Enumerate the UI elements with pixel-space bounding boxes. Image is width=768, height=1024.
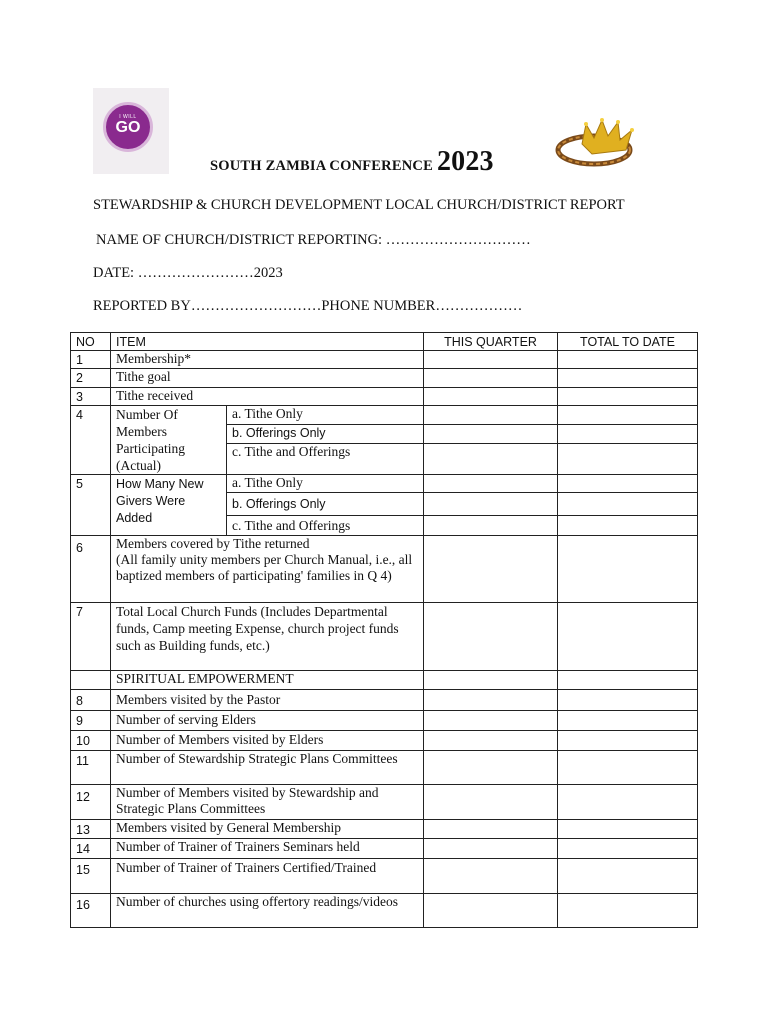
row-item-note: (All family unity members per Church Manual, i.e., all baptized members of participating' families in Q 4)	[116, 552, 413, 583]
row-item: Number of churches using offertory readings/videos	[111, 894, 424, 928]
church-name-field: NAME OF CHURCH/DISTRICT REPORTING: …………………………	[96, 232, 531, 248]
total-cell[interactable]	[558, 731, 698, 751]
row-item: Total Local Church Funds (Includes Departmental funds, Camp meeting Expense, church project funds such as Building funds, etc.)	[111, 603, 424, 671]
this-quarter-cell[interactable]	[424, 369, 558, 388]
row-item: Number of Trainer of Trainers Certified/Trained	[111, 859, 424, 894]
row-item-title: Members covered by Tithe returned	[116, 536, 310, 551]
row-number: 12	[71, 785, 111, 820]
sub-item: b. Offerings Only	[227, 425, 424, 443]
total-cell[interactable]	[558, 751, 698, 785]
conference-year: 2023	[436, 146, 494, 177]
table-row	[71, 351, 698, 369]
total-cell[interactable]	[558, 475, 698, 493]
this-quarter-cell[interactable]	[424, 536, 558, 603]
row-item: Members visited by General Membership	[111, 820, 424, 839]
row-item: Tithe goal	[111, 369, 424, 388]
table-row	[71, 711, 698, 731]
this-quarter-cell[interactable]	[424, 406, 558, 425]
row-number: 1	[71, 351, 111, 369]
row-number: 7	[71, 603, 111, 671]
conference-heading	[210, 146, 494, 178]
row-item	[111, 536, 424, 603]
table-row	[71, 894, 698, 928]
total-cell[interactable]	[558, 690, 698, 711]
table-row	[71, 751, 698, 785]
row-number	[71, 671, 111, 690]
section-row	[71, 671, 698, 690]
row-number: 13	[71, 820, 111, 839]
this-quarter-cell[interactable]	[424, 731, 558, 751]
this-quarter-cell[interactable]	[424, 475, 558, 493]
this-quarter-cell[interactable]	[424, 859, 558, 894]
report-table	[70, 332, 698, 928]
table-row	[71, 785, 698, 820]
this-quarter-cell[interactable]	[424, 603, 558, 671]
this-quarter-cell[interactable]	[424, 820, 558, 839]
total-cell[interactable]	[558, 443, 698, 474]
row-number: 3	[71, 388, 111, 406]
total-cell[interactable]	[558, 493, 698, 516]
total-cell[interactable]	[558, 369, 698, 388]
sub-item: a. Tithe Only	[227, 406, 424, 425]
total-cell[interactable]	[558, 711, 698, 731]
row-number: 9	[71, 711, 111, 731]
total-cell[interactable]	[558, 894, 698, 928]
table-row	[71, 369, 698, 388]
logo-big-text: GO	[115, 119, 141, 136]
this-quarter-cell[interactable]	[424, 388, 558, 406]
row-number: 14	[71, 839, 111, 859]
this-quarter-cell[interactable]	[424, 516, 558, 536]
this-quarter-cell[interactable]	[424, 425, 558, 443]
this-quarter-cell[interactable]	[424, 894, 558, 928]
row-item: Number of serving Elders	[111, 711, 424, 731]
total-cell[interactable]	[558, 603, 698, 671]
table-row	[71, 603, 698, 671]
table-row	[71, 839, 698, 859]
table-row	[71, 406, 698, 425]
row-number: 6	[71, 536, 111, 603]
total-cell[interactable]	[558, 425, 698, 443]
header-total-to-date: TOTAL TO DATE	[558, 333, 698, 351]
sub-item: a. Tithe Only	[227, 475, 424, 493]
logo-small-text: I WILL	[119, 114, 137, 120]
sub-item: b. Offerings Only	[227, 493, 424, 516]
this-quarter-cell[interactable]	[424, 751, 558, 785]
total-cell[interactable]	[558, 536, 698, 603]
total-cell[interactable]	[558, 516, 698, 536]
crown-of-thorns-icon	[552, 114, 642, 174]
table-row	[71, 731, 698, 751]
total-cell[interactable]	[558, 388, 698, 406]
table-header-row	[71, 333, 698, 351]
row-item: Number of Trainer of Trainers Seminars held	[111, 839, 424, 859]
total-cell[interactable]	[558, 839, 698, 859]
table-row	[71, 475, 698, 493]
row-item: Number Of Members Participating (Actual)	[111, 406, 227, 475]
total-cell[interactable]	[558, 406, 698, 425]
table-row	[71, 690, 698, 711]
table-row	[71, 820, 698, 839]
row-number: 5	[71, 475, 111, 536]
table-row	[71, 859, 698, 894]
header-this-quarter: THIS QUARTER	[424, 333, 558, 351]
row-item: Number of Members visited by Stewardship and Strategic Plans Committees	[111, 785, 424, 820]
conference-name: SOUTH ZAMBIA CONFERENCE	[210, 158, 433, 174]
row-item: How Many New Givers Were Added	[111, 475, 227, 536]
this-quarter-cell[interactable]	[424, 443, 558, 474]
sub-item: c. Tithe and Offerings	[227, 516, 424, 536]
header-no: NO	[71, 333, 111, 351]
this-quarter-cell[interactable]	[424, 839, 558, 859]
total-cell[interactable]	[558, 671, 698, 690]
section-title: SPIRITUAL EMPOWERMENT	[111, 671, 424, 690]
date-field: DATE: ……………………2023	[93, 265, 283, 281]
row-item: Members visited by the Pastor	[111, 690, 424, 711]
row-item: Number of Members visited by Elders	[111, 731, 424, 751]
row-number: 2	[71, 369, 111, 388]
row-number: 4	[71, 406, 111, 475]
row-number: 15	[71, 859, 111, 894]
row-number: 11	[71, 751, 111, 785]
row-item: Tithe received	[111, 388, 424, 406]
this-quarter-cell[interactable]	[424, 671, 558, 690]
row-item: Number of Stewardship Strategic Plans Committees	[111, 751, 424, 785]
table-row	[71, 388, 698, 406]
total-cell[interactable]	[558, 785, 698, 820]
row-item: Membership*	[111, 351, 424, 369]
logo-circle	[103, 102, 153, 152]
this-quarter-cell[interactable]	[424, 493, 558, 516]
row-number: 16	[71, 894, 111, 928]
i-will-go-logo	[93, 88, 169, 174]
this-quarter-cell[interactable]	[424, 711, 558, 731]
report-title: STEWARDSHIP & CHURCH DEVELOPMENT LOCAL CHURCH/DISTRICT REPORT	[93, 197, 625, 213]
row-number: 10	[71, 731, 111, 751]
this-quarter-cell[interactable]	[424, 690, 558, 711]
total-cell[interactable]	[558, 820, 698, 839]
this-quarter-cell[interactable]	[424, 351, 558, 369]
total-cell[interactable]	[558, 859, 698, 894]
total-cell[interactable]	[558, 351, 698, 369]
row-number: 8	[71, 690, 111, 711]
sub-item: c. Tithe and Offerings	[227, 443, 424, 474]
this-quarter-cell[interactable]	[424, 785, 558, 820]
table-row	[71, 536, 698, 603]
reported-by-field: REPORTED BY………………………PHONE NUMBER………………	[93, 298, 523, 314]
header-item: ITEM	[111, 333, 424, 351]
